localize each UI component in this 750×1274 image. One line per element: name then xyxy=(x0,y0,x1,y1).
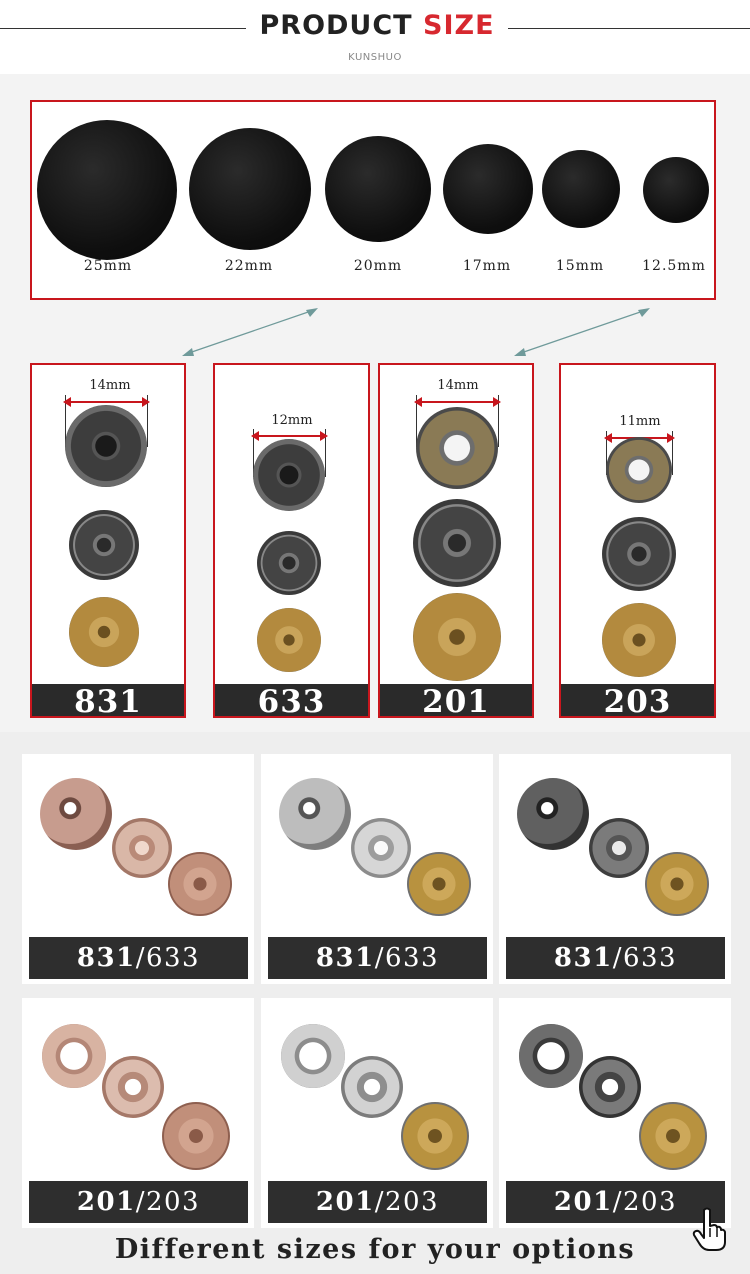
model-label: 203 xyxy=(561,684,714,716)
finish-label: 201/203 xyxy=(506,1181,725,1223)
cap-part xyxy=(65,405,147,487)
model-box-831 xyxy=(30,363,186,718)
stud-part xyxy=(407,852,471,916)
cap-part xyxy=(40,778,112,850)
width-label: 12mm xyxy=(271,413,313,428)
finish-label: 831/633 xyxy=(506,937,725,979)
cap-part xyxy=(517,778,589,850)
stud-part xyxy=(639,1102,707,1170)
finish-options-panel xyxy=(0,732,750,1274)
hand-pointer-icon xyxy=(690,1206,730,1252)
finish-card-gunmetal-201 xyxy=(499,998,731,1228)
dimension-arrow xyxy=(65,401,148,403)
size-label: 17mm xyxy=(462,258,512,274)
socket-part xyxy=(102,1056,164,1118)
page-title xyxy=(246,10,508,41)
size-chart-panel xyxy=(0,74,750,732)
cap-disc-17mm xyxy=(443,144,533,234)
model-box-203 xyxy=(559,363,716,718)
finish-label: 201/203 xyxy=(29,1181,248,1223)
socket-part xyxy=(579,1056,641,1118)
eyelet-part xyxy=(606,437,672,503)
stud-part xyxy=(69,597,139,667)
width-label: 11mm xyxy=(619,414,661,429)
eyelet-part xyxy=(42,1024,106,1088)
dimension-arrow xyxy=(253,435,326,437)
title-main: PRODUCT xyxy=(259,10,413,41)
stud-part xyxy=(602,603,676,677)
stud-part xyxy=(257,608,321,672)
socket-part xyxy=(69,510,139,580)
cap-disc-25mm xyxy=(37,120,177,260)
size-label: 22mm xyxy=(224,258,274,274)
model-box-633 xyxy=(213,363,370,718)
finish-label: 201/203 xyxy=(268,1181,487,1223)
width-label: 14mm xyxy=(437,378,479,393)
socket-part xyxy=(112,818,172,878)
finish-card-silver-831 xyxy=(261,754,493,984)
model-label: 831 xyxy=(32,684,184,716)
stud-part xyxy=(162,1102,230,1170)
title-accent: SIZE xyxy=(423,10,495,41)
socket-part xyxy=(589,818,649,878)
arrow-left-up-icon xyxy=(180,304,320,360)
finish-card-silver-201 xyxy=(261,998,493,1228)
eyelet-part xyxy=(519,1024,583,1088)
cap-sizes-box xyxy=(30,100,716,300)
size-label: 20mm xyxy=(353,258,403,274)
cap-part xyxy=(279,778,351,850)
cap-disc-20mm xyxy=(325,136,431,242)
finish-card-rose-gold-201 xyxy=(22,998,254,1228)
model-box-201 xyxy=(378,363,534,718)
socket-part xyxy=(413,499,501,587)
finish-label: 831/633 xyxy=(268,937,487,979)
size-label: 25mm xyxy=(83,258,133,274)
stud-part xyxy=(413,593,501,681)
model-label: 633 xyxy=(215,684,368,716)
eyelet-part xyxy=(281,1024,345,1088)
socket-part xyxy=(602,517,676,591)
finish-card-gunmetal-831 xyxy=(499,754,731,984)
cap-disc-12-5mm xyxy=(643,157,709,223)
socket-part xyxy=(257,531,321,595)
finish-label: 831/633 xyxy=(29,937,248,979)
cap-disc-15mm xyxy=(542,150,620,228)
dimension-arrow xyxy=(416,401,499,403)
stud-part xyxy=(401,1102,469,1170)
tagline: Different sizes for your options xyxy=(114,1234,636,1265)
stud-part xyxy=(168,852,232,916)
header-rule-left xyxy=(0,28,246,29)
model-label: 201 xyxy=(380,684,532,716)
socket-part xyxy=(341,1056,403,1118)
cap-part xyxy=(253,439,325,511)
brand-subtitle: KUNSHUO xyxy=(348,52,402,63)
eyelet-part xyxy=(416,407,498,489)
arrow-right-up-icon xyxy=(512,304,652,360)
socket-part xyxy=(351,818,411,878)
width-label: 14mm xyxy=(89,378,131,393)
size-label: 12.5mm xyxy=(642,258,706,274)
cap-disc-22mm xyxy=(189,128,311,250)
size-label: 15mm xyxy=(555,258,605,274)
header-rule-right xyxy=(508,28,750,29)
finish-card-rose-gold-831 xyxy=(22,754,254,984)
page-header xyxy=(0,0,750,74)
stud-part xyxy=(645,852,709,916)
